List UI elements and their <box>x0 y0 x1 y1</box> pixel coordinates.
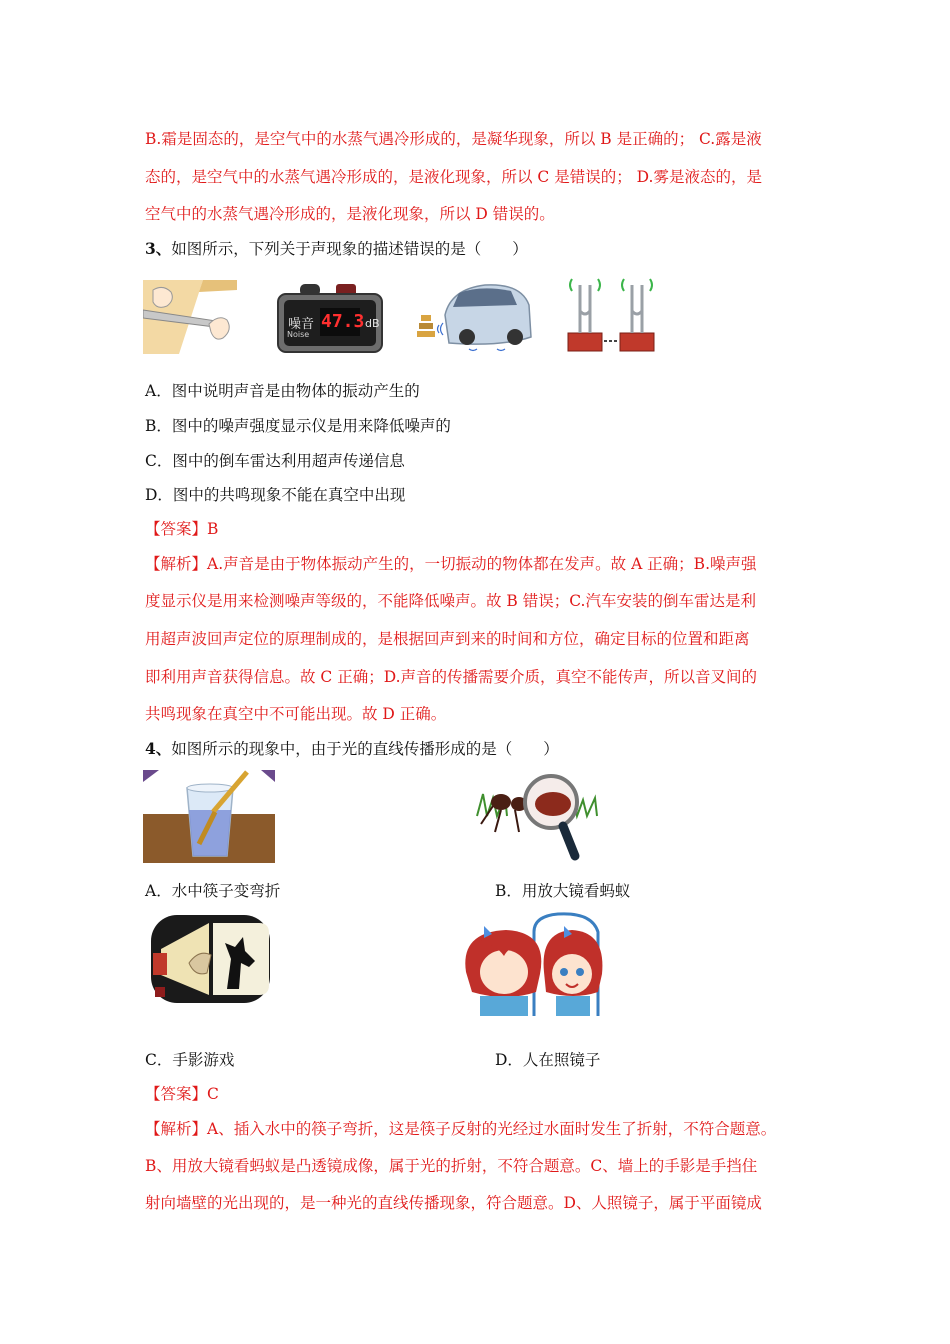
question-4-option-a: A．水中筷子变弯折 <box>145 882 281 900</box>
bent-chopstick-image <box>143 770 275 863</box>
question-3-analysis-line-2: 度显示仪是用来检测噪声等级的，不能降低噪声。故 B 错误；C.汽车安装的倒车雷达是利 <box>145 592 756 610</box>
question-number: 3、 <box>145 239 172 258</box>
question-3-option-d: D．图中的共鸣现象不能在真空中出现 <box>145 486 406 504</box>
question-text: 如图所示，下列关于声现象的描述错误的是（ ） <box>171 240 528 258</box>
noise-meter-unit: dB <box>365 317 380 330</box>
analysis-text: A、插入水中的筷子弯折，这是筷子反射的光经过水面时发生了折射，不符合题意。 <box>207 1120 777 1138</box>
question-number: 4、 <box>145 739 172 758</box>
intro-explanation-line-1: B.霜是固态的，是空气中的水蒸气遇冷形成的，是凝华现象，所以 B 是正确的； C.露是液 <box>145 130 762 148</box>
question-text: 如图所示的现象中，由于光的直线传播形成的是（ ） <box>171 740 559 758</box>
question-4-analysis-line-2: B、用放大镜看蚂蚁是凸透镜成像，属于光的折射，不符合题意。C、墙上的手影是手挡住 <box>145 1157 758 1175</box>
question-3-option-c: C．图中的倒车雷达利用超声传递信息 <box>145 452 405 470</box>
question-4-analysis-line-1 <box>145 1118 776 1140</box>
question-4-option-c: C．手影游戏 <box>145 1051 235 1069</box>
noise-meter-english-label: Noise <box>287 330 310 339</box>
question-3-analysis-line-1 <box>145 553 757 575</box>
question-3-analysis-line-3: 用超声波回声定位的原理制成的，是根据回声到来的时间和方位，确定目标的位置和距离 <box>145 630 750 648</box>
question-3-stem <box>145 238 528 260</box>
answer-label: 【答案】 <box>145 520 208 538</box>
question-4-option-b: B．用放大镜看蚂蚁 <box>495 882 631 900</box>
hand-shadow-image <box>149 913 272 1005</box>
answer-label: 【答案】 <box>145 1085 208 1103</box>
intro-explanation-line-2: 态的，是空气中的水蒸气遇冷形成的，是液化现象，所以 C 是错误的； D.雾是液态的，是 <box>145 168 762 186</box>
analysis-text: A.声音是由于物体振动产生的，一切振动的物体都在发声。故 A 正确；B.噪声强 <box>207 555 757 573</box>
magnifier-ant-image <box>471 766 603 864</box>
analysis-label: 【解析】 <box>145 1120 208 1138</box>
noise-meter-label: 噪音 <box>288 317 315 332</box>
noise-meter-reading: 47.3 <box>321 311 365 332</box>
answer-value: B <box>207 520 219 538</box>
question-3-option-a: A．图中说明声音是由物体的振动产生的 <box>145 382 420 400</box>
question-4-analysis-line-3: 射向墙壁的光出现的，是一种光的直线传播现象，符合题意。D、人照镜子，属于平面镜成 <box>145 1194 762 1212</box>
answer-value: C <box>207 1085 219 1103</box>
ruler-vibration-image <box>143 280 237 354</box>
intro-explanation-line-3: 空气中的水蒸气遇冷形成的，是液化现象，所以 D 错误的。 <box>145 205 555 223</box>
reversing-radar-image <box>417 275 533 355</box>
question-3-answer <box>145 518 218 540</box>
girl-mirror-image <box>460 912 604 1018</box>
question-4-answer <box>145 1083 219 1105</box>
question-3-analysis-line-5: 共鸣现象在真空中不可能出现。故 D 正确。 <box>145 705 447 723</box>
question-4-option-d: D．人在照镜子 <box>495 1051 601 1069</box>
analysis-label: 【解析】 <box>145 555 208 573</box>
question-3-analysis-line-4: 即利用声音获得信息。故 C 正确；D.声音的传播需要介质，真空不能传声，所以音叉间的 <box>145 668 758 686</box>
question-3-option-b: B．图中的噪声强度显示仪是用来降低噪声的 <box>145 417 451 435</box>
tuning-fork-resonance-image <box>562 269 658 355</box>
question-4-stem <box>145 738 559 760</box>
